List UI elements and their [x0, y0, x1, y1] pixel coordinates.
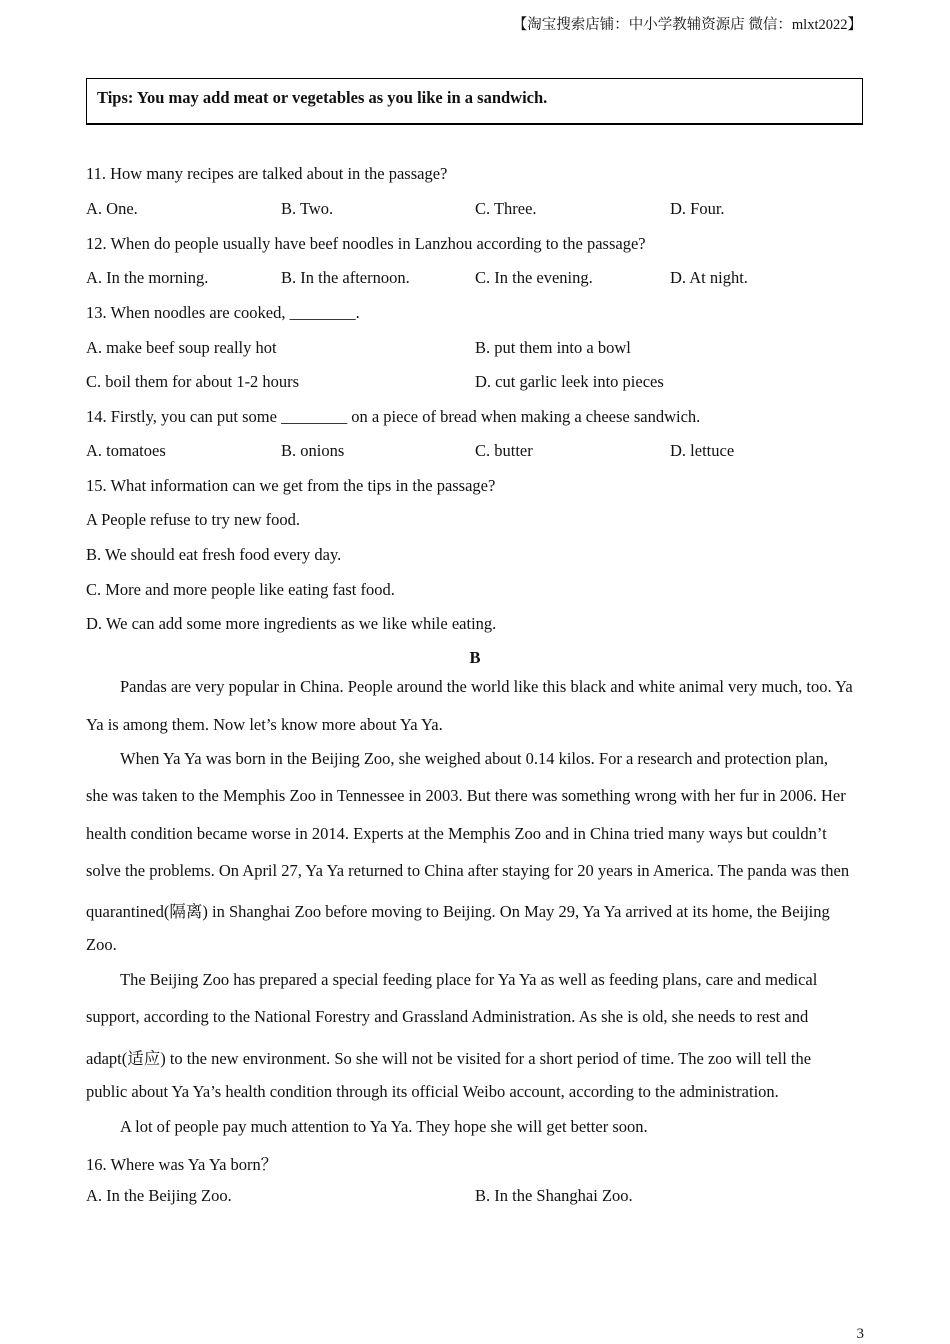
q16-option-b: B. In the Shanghai Zoo.	[475, 1186, 633, 1205]
passage-line: A lot of people pay much attention to Ya Ya. They hope she will get better soon.	[120, 1117, 648, 1136]
passage-line: quarantined(隔离) in Shanghai Zoo before moving to Beijing. On May 29, Ya Ya arrived at its home, the Beijing	[86, 902, 830, 921]
q15-option-a: A People refuse to try new food.	[86, 510, 300, 529]
q14-option-b: B. onions	[281, 441, 345, 460]
passage-line: Zoo.	[86, 935, 117, 954]
q14-option-c: C. butter	[475, 441, 533, 460]
passage-line: she was taken to the Memphis Zoo in Tennessee in 2003. But there was something wrong with her fur in 2006. Her	[86, 786, 846, 805]
q13-option-c: C. boil them for about 1-2 hours	[86, 372, 300, 391]
q11-option-c: C. Three.	[475, 199, 537, 218]
question-12: 12. When do people usually have beef noodles in Lanzhou according to the passage?	[86, 234, 646, 253]
q15-option-d: D. We can add some more ingredients as we like while eating.	[86, 614, 497, 633]
q12-option-d: D. At night.	[670, 268, 748, 287]
passage-line: public about Ya Ya’s health condition through its official Weibo account, according to the administration.	[86, 1082, 779, 1101]
q13-option-b: B. put them into a bowl	[475, 338, 631, 357]
q12-option-a: A. In the morning.	[86, 268, 209, 287]
q11-option-d: D. Four.	[670, 199, 725, 218]
q13-option-a: A. make beef soup really hot	[86, 338, 277, 357]
passage-line: Ya is among them. Now let’s know more about Ya Ya.	[86, 715, 443, 734]
q12-option-c: C. In the evening.	[475, 268, 593, 287]
q16-option-a: A. In the Beijing Zoo.	[86, 1186, 232, 1205]
q15-option-b: B. We should eat fresh food every day.	[86, 545, 342, 564]
question-11: 11. How many recipes are talked about in the passage?	[86, 164, 448, 183]
question-13: 13. When noodles are cooked, ________.	[86, 303, 360, 322]
page-header: 【淘宝搜索店铺：中小学教辅资源店 微信：mlxt2022】	[512, 17, 862, 33]
passage-line: health condition became worse in 2014. Experts at the Memphis Zoo and in China tried many ways but couldn’t	[86, 824, 827, 843]
passage-line: adapt(适应) to the new environment. So she will not be visited for a short period of time. The zoo will tell the	[86, 1049, 812, 1068]
tips-box	[86, 78, 863, 125]
passage-line: When Ya Ya was born in the Beijing Zoo, she weighed about 0.14 kilos. For a research and protection plan,	[120, 749, 828, 768]
passage-line: Pandas are very popular in China. People around the world like this black and white animal very much, too. Ya	[120, 677, 853, 696]
section-b-heading: B	[469, 648, 481, 667]
q14-option-a: A. tomatoes	[86, 441, 166, 460]
passage-line: The Beijing Zoo has prepared a special feeding place for Ya Ya as well as feeding plans, care and medical	[120, 970, 818, 989]
tips-text: Tips: You may add meat or vegetables as you like in a sandwich.	[97, 88, 548, 107]
question-15: 15. What information can we get from the tips in the passage?	[86, 476, 496, 495]
q11-option-a: A. One.	[86, 199, 138, 218]
question-16: 16. Where was Ya Ya born？	[86, 1155, 278, 1174]
passage-line: solve the problems. On April 27, Ya Ya returned to China after staying for 20 years in America. The panda was then	[86, 861, 850, 880]
q14-option-d: D. lettuce	[670, 441, 735, 460]
passage-line: support, according to the National Forestry and Grassland Administration. As she is old, she needs to rest and	[86, 1007, 809, 1026]
q13-option-d: D. cut garlic leek into pieces	[475, 372, 664, 391]
question-14: 14. Firstly, you can put some ________ on a piece of bread when making a cheese sandwich.	[86, 407, 701, 426]
q15-option-c: C. More and more people like eating fast food.	[86, 580, 395, 599]
q11-option-b: B. Two.	[281, 199, 334, 218]
q12-option-b: B. In the afternoon.	[281, 268, 410, 287]
page-number: 3	[856, 1326, 864, 1342]
